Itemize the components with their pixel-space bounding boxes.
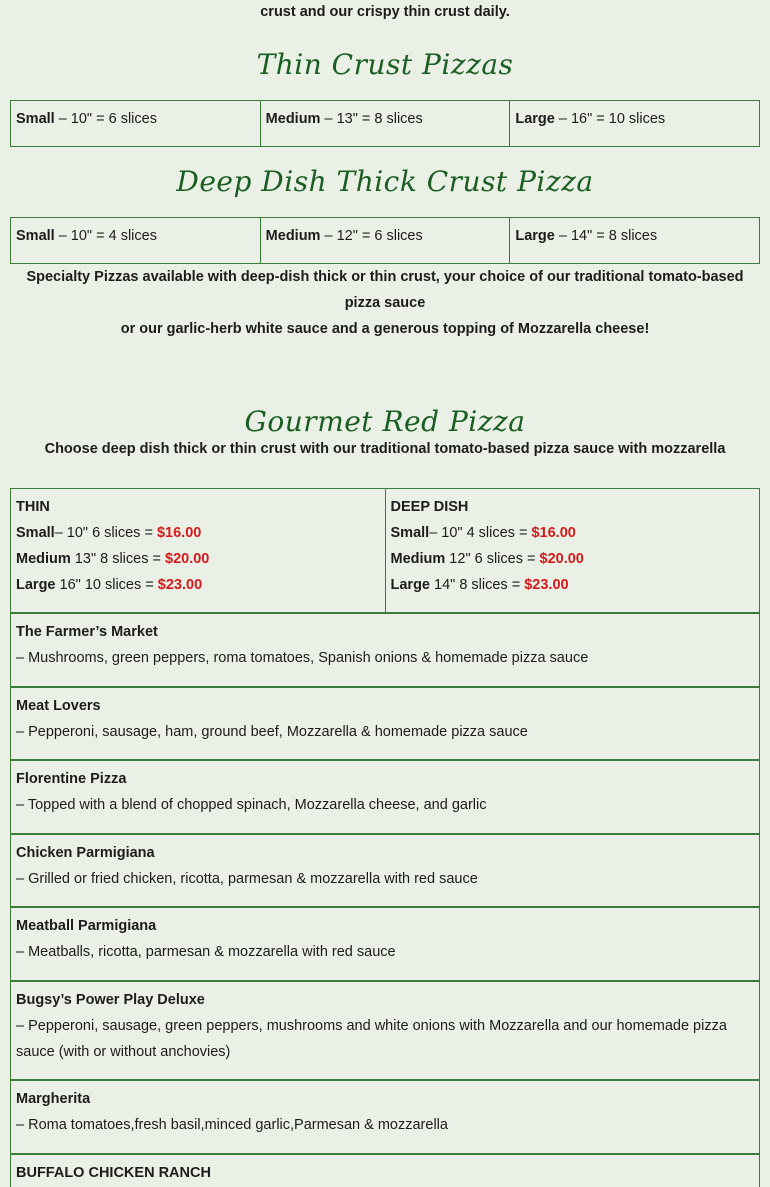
item-name: Margherita [16,1091,91,1107]
price-row [391,546,755,572]
thin-large-cell [510,101,759,146]
price-row [16,572,380,598]
thin-medium-cell [261,101,511,146]
item-name: Meat Lovers [16,698,101,714]
deep-large-cell [510,218,759,263]
item-desc: – Pepperoni, sausage, green peppers, mushrooms and white onions with Mozzarella and our homemade pizza sauce (with or without anchovies) [16,1018,727,1060]
item-desc: – Pepperoni, sausage, ham, ground beef, Mozzarella & homemade pizza sauce [16,724,528,740]
price-value: $16.00 [156,525,202,541]
deep-price-column [386,489,760,612]
specialty-note [18,264,752,342]
price-desc: 14" 8 slices = [430,577,525,593]
thin-crust-size-row [10,100,760,147]
price-size: Small [16,525,55,541]
item-name: Bugsy’s Power Play Deluxe [16,992,205,1008]
deep-small-cell [11,218,261,263]
gourmet-price-table [10,488,760,613]
size-label: Medium [265,111,321,127]
item-desc: – Mushrooms, green peppers, roma tomatoes, Spanish onions & homemade pizza sauce [16,650,589,666]
price-value: $20.00 [165,551,210,567]
specialty-line-1: Specialty Pizzas available with deep-dish thick or thin crust, your choice of our traditional tomato-based pizza sauce [26,269,744,311]
menu-item [10,687,760,760]
size-label: Small [16,228,55,244]
thin-heading: THIN [16,499,50,515]
size-text: – 10" = 4 slices [54,228,157,244]
menu-item [10,907,760,981]
price-desc: 16" 10 slices = [55,577,158,593]
price-row [391,520,755,546]
menu-item [10,1080,760,1154]
price-desc: 12" 6 slices = [445,551,540,567]
item-desc: – Topped with a blend of chopped spinach, Mozzarella cheese, and garlic [16,797,487,813]
size-text: – 10" = 6 slices [54,111,157,127]
size-label: Large [515,111,555,127]
price-value: $23.00 [524,577,569,593]
price-size: Large [390,577,430,593]
price-row [391,572,755,598]
size-label: Medium [265,228,321,244]
size-text: – 14" = 8 slices [554,228,658,244]
price-desc: – 10" 6 slices = [54,525,157,541]
item-name: Meatball Parmigiana [16,918,157,934]
thin-crust-title: Thin Crust Pizzas [256,48,514,81]
price-row [16,520,380,546]
size-text: – 12" = 6 slices [320,228,423,244]
item-desc: – Grilled or fried chicken, ricotta, parmesan & mozzarella with red sauce [16,871,478,887]
price-size: Medium [390,551,446,567]
gourmet-title: Gourmet Red Pizza [244,405,526,438]
menu-item [10,613,760,687]
gourmet-subtitle: Choose deep dish thick or thin crust with our traditional tomato-based pizza sauce with mozzarella [44,441,726,457]
deep-dish-size-row [10,217,760,264]
menu-item [10,760,760,834]
menu-item [10,834,760,907]
price-size: Large [16,577,56,593]
thin-price-column [11,489,386,612]
size-text: – 13" = 8 slices [320,111,423,127]
price-size: Medium [16,551,71,567]
menu-item [10,981,760,1080]
item-name: BUFFALO CHICKEN RANCH [16,1165,211,1181]
size-label: Large [515,228,555,244]
price-size: Small [390,525,430,541]
price-desc: – 10" 4 slices = [429,525,532,541]
size-text: – 16" = 10 slices [554,111,666,127]
size-label: Small [16,111,55,127]
thin-small-cell [11,101,261,146]
item-name: Chicken Parmigiana [16,845,155,861]
deep-medium-cell [261,218,511,263]
specialty-line-2: or our garlic-herb white sauce and a generous topping of Mozzarella cheese! [120,321,650,337]
item-desc: – Meatballs, ricotta, parmesan & mozzarella with red sauce [16,944,396,960]
deep-dish-title: Deep Dish Thick Crust Pizza [176,165,594,198]
menu-item [10,1154,760,1187]
item-name: Florentine Pizza [16,771,127,787]
intro-text: crust and our crispy thin crust daily. [260,4,510,20]
deep-heading: DEEP DISH [390,499,469,515]
price-value: $16.00 [531,525,576,541]
price-row [16,546,380,572]
price-value: $23.00 [157,577,203,593]
item-desc: – Roma tomatoes,fresh basil,minced garlic,Parmesan & mozzarella [16,1117,448,1133]
price-value: $20.00 [539,551,584,567]
item-name: The Farmer’s Market [16,624,158,640]
price-desc: 13" 8 slices = [70,551,165,567]
